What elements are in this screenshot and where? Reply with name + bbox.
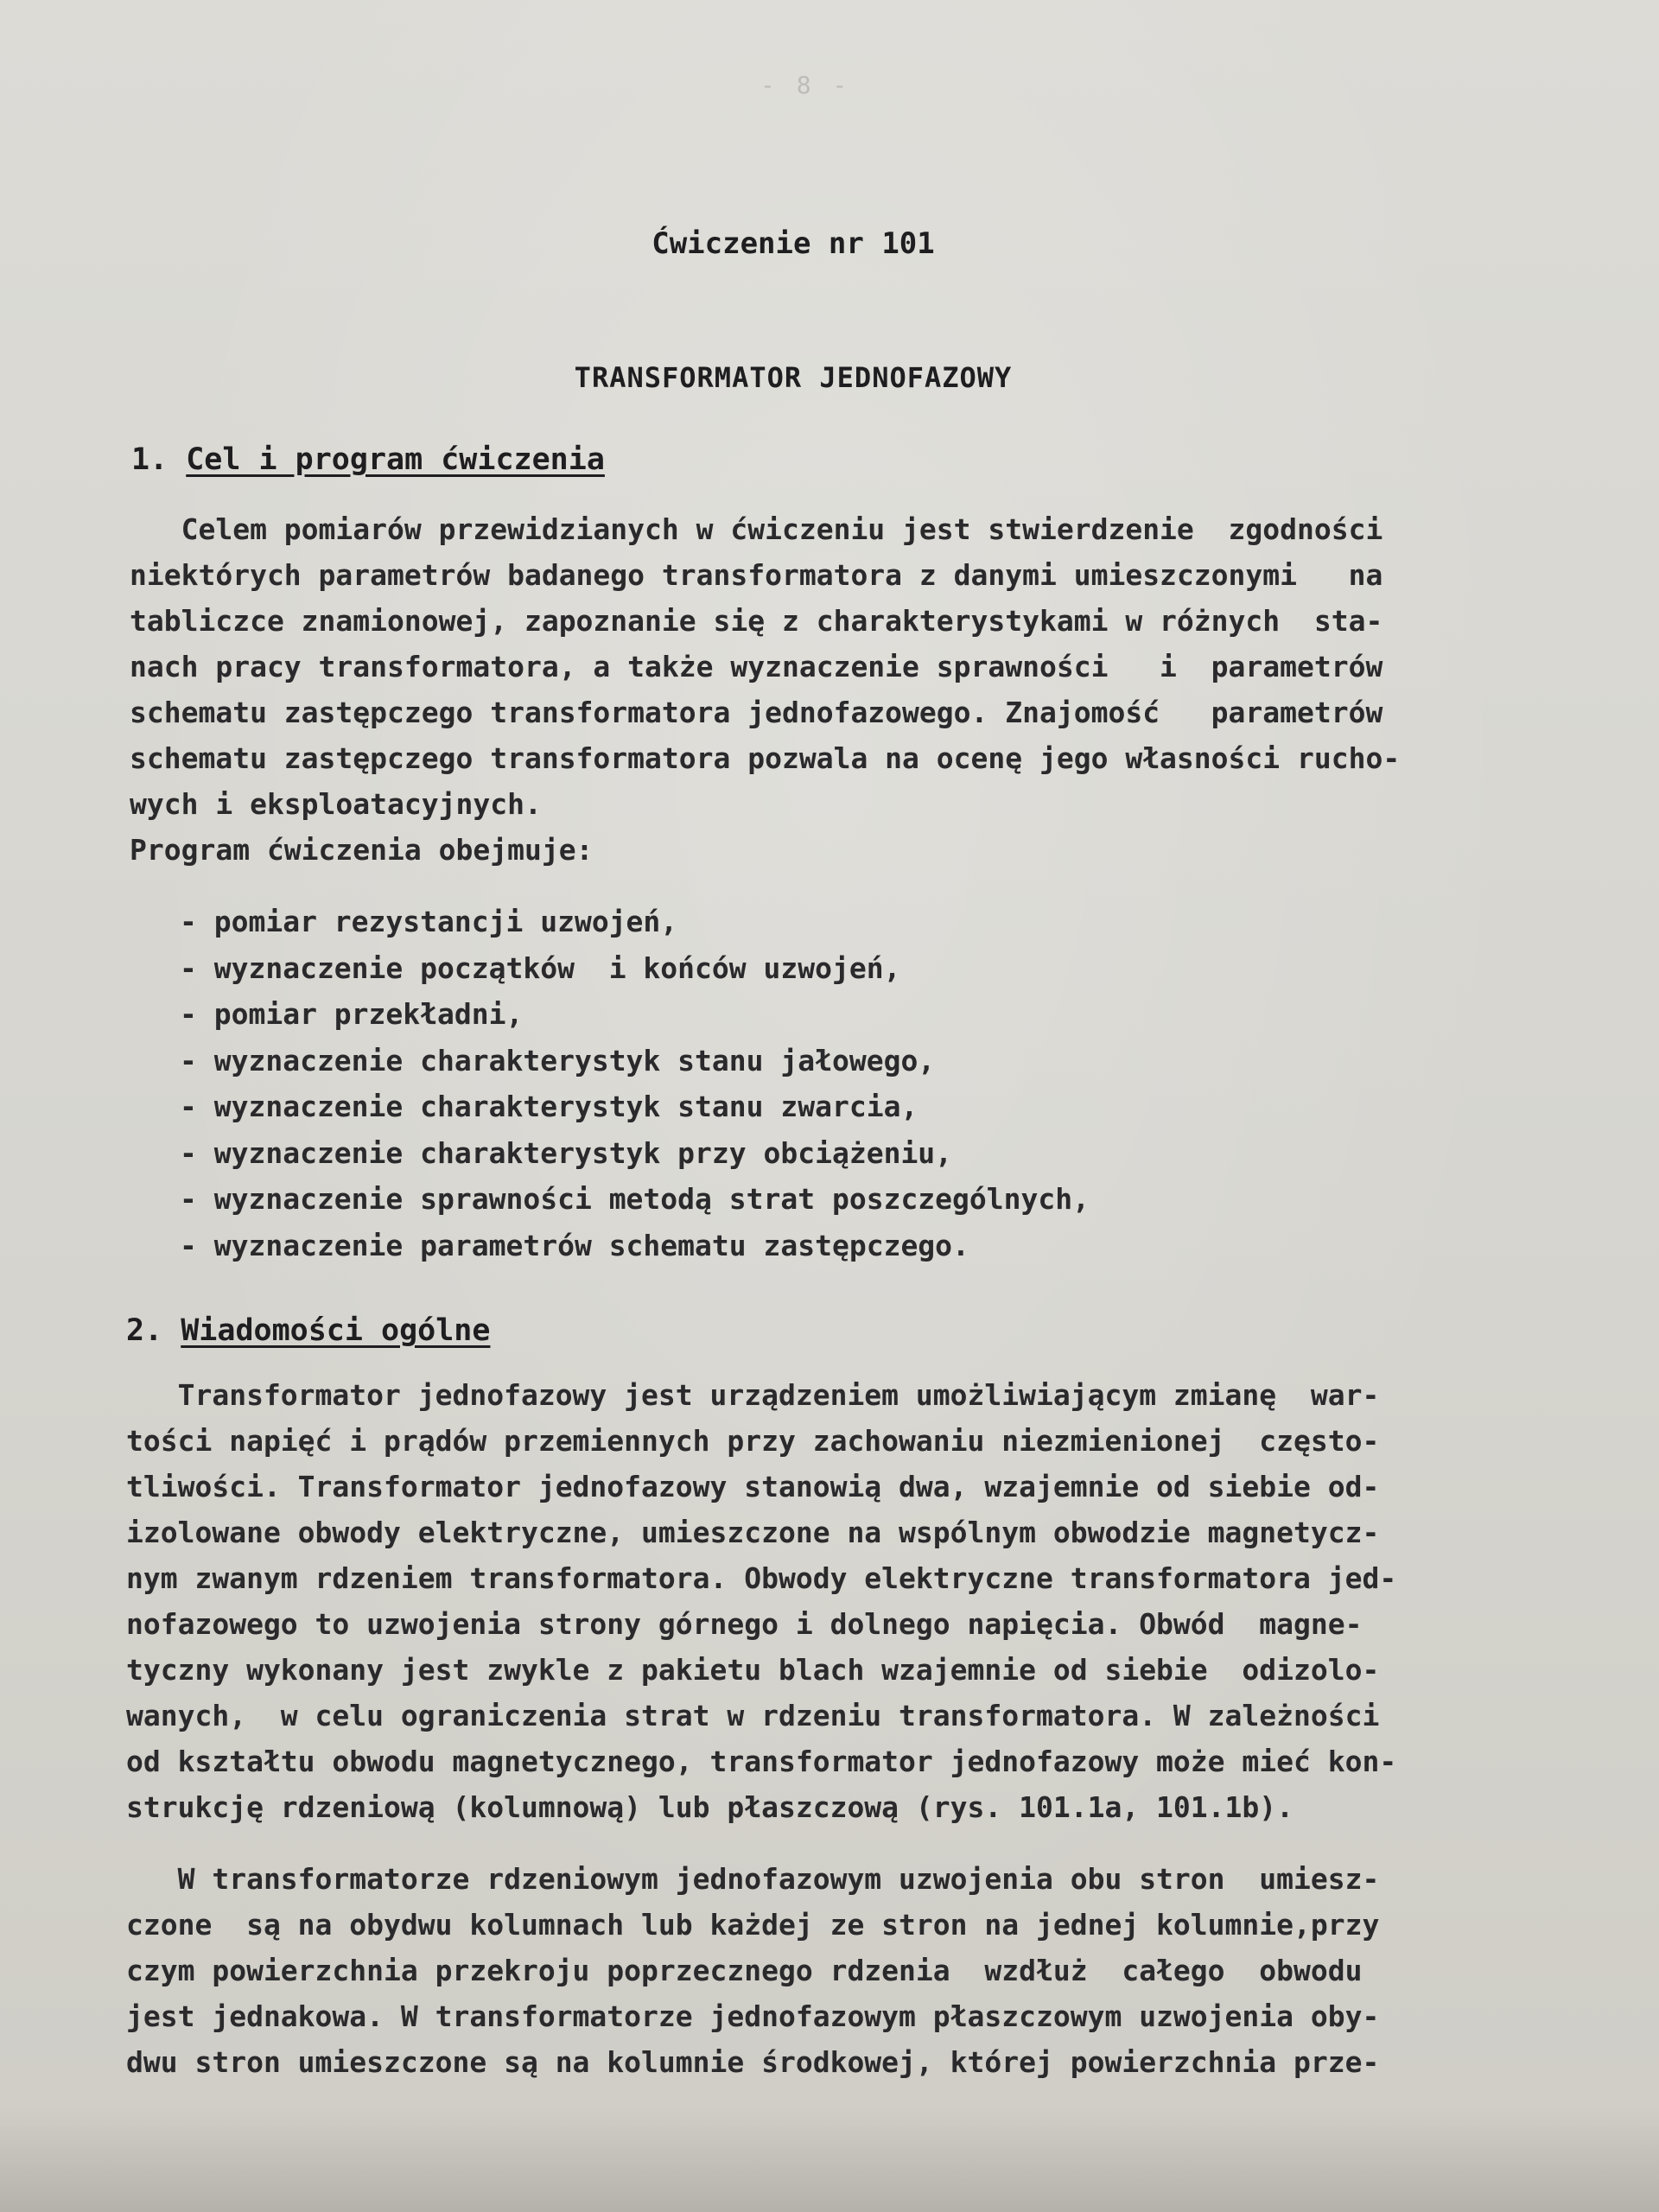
- paragraph-line: wanych, w celu ograniczenia strat w rdzeniu transformatora. W zależności: [126, 1699, 1380, 1732]
- program-list-item: - pomiar przekładni,: [180, 997, 524, 1031]
- exercise-title: Ćwiczenie nr 101: [652, 226, 935, 261]
- section-1-paragraph: [130, 506, 1400, 873]
- paragraph-line: nach pracy transformatora, a także wyznaczenie sprawności i parametrów: [130, 650, 1383, 683]
- program-list-item: - wyznaczenie charakterystyk stanu zwarcia,: [180, 1090, 918, 1123]
- section-2-paragraph-2: [126, 1856, 1379, 2085]
- paragraph-line: wych i eksploatacyjnych.: [130, 787, 542, 821]
- paragraph-line: strukcję rdzeniową (kolumnową) lub płaszczową (rys. 101.1a, 101.1b).: [126, 1790, 1294, 1824]
- section-1-heading-text: Cel i program ćwiczenia: [186, 442, 605, 477]
- paragraph-line: niektórych parametrów badanego transformatora z danymi umieszczonymi na: [130, 558, 1383, 592]
- paragraph-line: nofazowego to uzwojenia strony górnego i dolnego napięcia. Obwód magne-: [126, 1607, 1363, 1641]
- paragraph-line: jest jednakowa. W transformatorze jednofazowym płaszczowym uzwojenia oby-: [126, 1999, 1380, 2033]
- program-list-item: - wyznaczenie początków i końców uzwojeń,: [180, 950, 901, 985]
- paragraph-line: W transformatorze rdzeniowym jednofazowym uzwojenia obu stron umiesz-: [126, 1862, 1380, 1896]
- paragraph-line: tości napięć i prądów przemiennych przy zachowaniu niezmienionej często-: [126, 1424, 1380, 1458]
- program-list-item: - wyznaczenie parametrów schematu zastępczego.: [180, 1228, 969, 1262]
- paragraph-line: Celem pomiarów przewidzianych w ćwiczeniu jest stwierdzenie zgodności: [130, 512, 1383, 546]
- section-1-heading: [131, 442, 605, 477]
- section-2-heading-number: 2.: [126, 1313, 163, 1348]
- paragraph-line: nym zwanym rdzeniem transformatora. Obwody elektryczne transformatora jed-: [126, 1561, 1397, 1595]
- paragraph-line: schematu zastępczego transformatora pozwala na ocenę jego własności rucho-: [130, 741, 1401, 775]
- section-1-heading-number: 1.: [131, 442, 168, 477]
- paragraph-line: od kształtu obwodu magnetycznego, transformator jednofazowy może mieć kon-: [126, 1745, 1397, 1778]
- paragraph-line: czym powierzchnia przekroju poprzecznego rdzenia wzdłuż całego obwodu: [126, 1954, 1363, 1987]
- page-number: - 8 -: [760, 71, 851, 99]
- paragraph-line: Program ćwiczenia obejmuje:: [130, 833, 594, 867]
- paragraph-line: tabliczce znamionowej, zapoznanie się z charakterystykami w różnych sta-: [130, 604, 1383, 638]
- paragraph-line: schematu zastępczego transformatora jednofazowego. Znajomość parametrów: [130, 696, 1383, 729]
- section-2-heading-text: Wiadomości ogólne: [181, 1313, 491, 1348]
- paragraph-line: czone są na obydwu kolumnach lub każdej ze stron na jednej kolumnie,przy: [126, 1908, 1380, 1942]
- section-2-paragraph-1: [126, 1372, 1396, 1830]
- program-list-item: - wyznaczenie charakterystyk przy obciążeniu,: [180, 1135, 953, 1170]
- paragraph-line: dwu stron umieszczone są na kolumnie środkowej, której powierzchnia prze-: [126, 2045, 1380, 2079]
- section-2-heading: [126, 1313, 490, 1348]
- paragraph-line: tliwości. Transformator jednofazowy stanowią dwa, wzajemnie od siebie od-: [126, 1470, 1380, 1503]
- exercise-subtitle: TRANSFORMATOR JEDNOFAZOWY: [574, 361, 1013, 394]
- program-list-item: - wyznaczenie charakterystyk stanu jałowego,: [180, 1043, 936, 1077]
- paragraph-line: tyczny wykonany jest zwykle z pakietu blach wzajemnie od siebie odizolo-: [126, 1653, 1380, 1687]
- program-list: [180, 899, 1090, 1268]
- paragraph-line: Transformator jednofazowy jest urządzeniem umożliwiającym zmianę war-: [126, 1378, 1380, 1412]
- page-bottom-shadow: [0, 2108, 1659, 2212]
- program-list-item: - wyznaczenie sprawności metodą strat poszczególnych,: [180, 1182, 1090, 1216]
- program-list-item: - pomiar rezystancji uzwojeń,: [180, 905, 678, 938]
- paragraph-line: izolowane obwody elektryczne, umieszczone na wspólnym obwodzie magnetycz-: [126, 1516, 1380, 1549]
